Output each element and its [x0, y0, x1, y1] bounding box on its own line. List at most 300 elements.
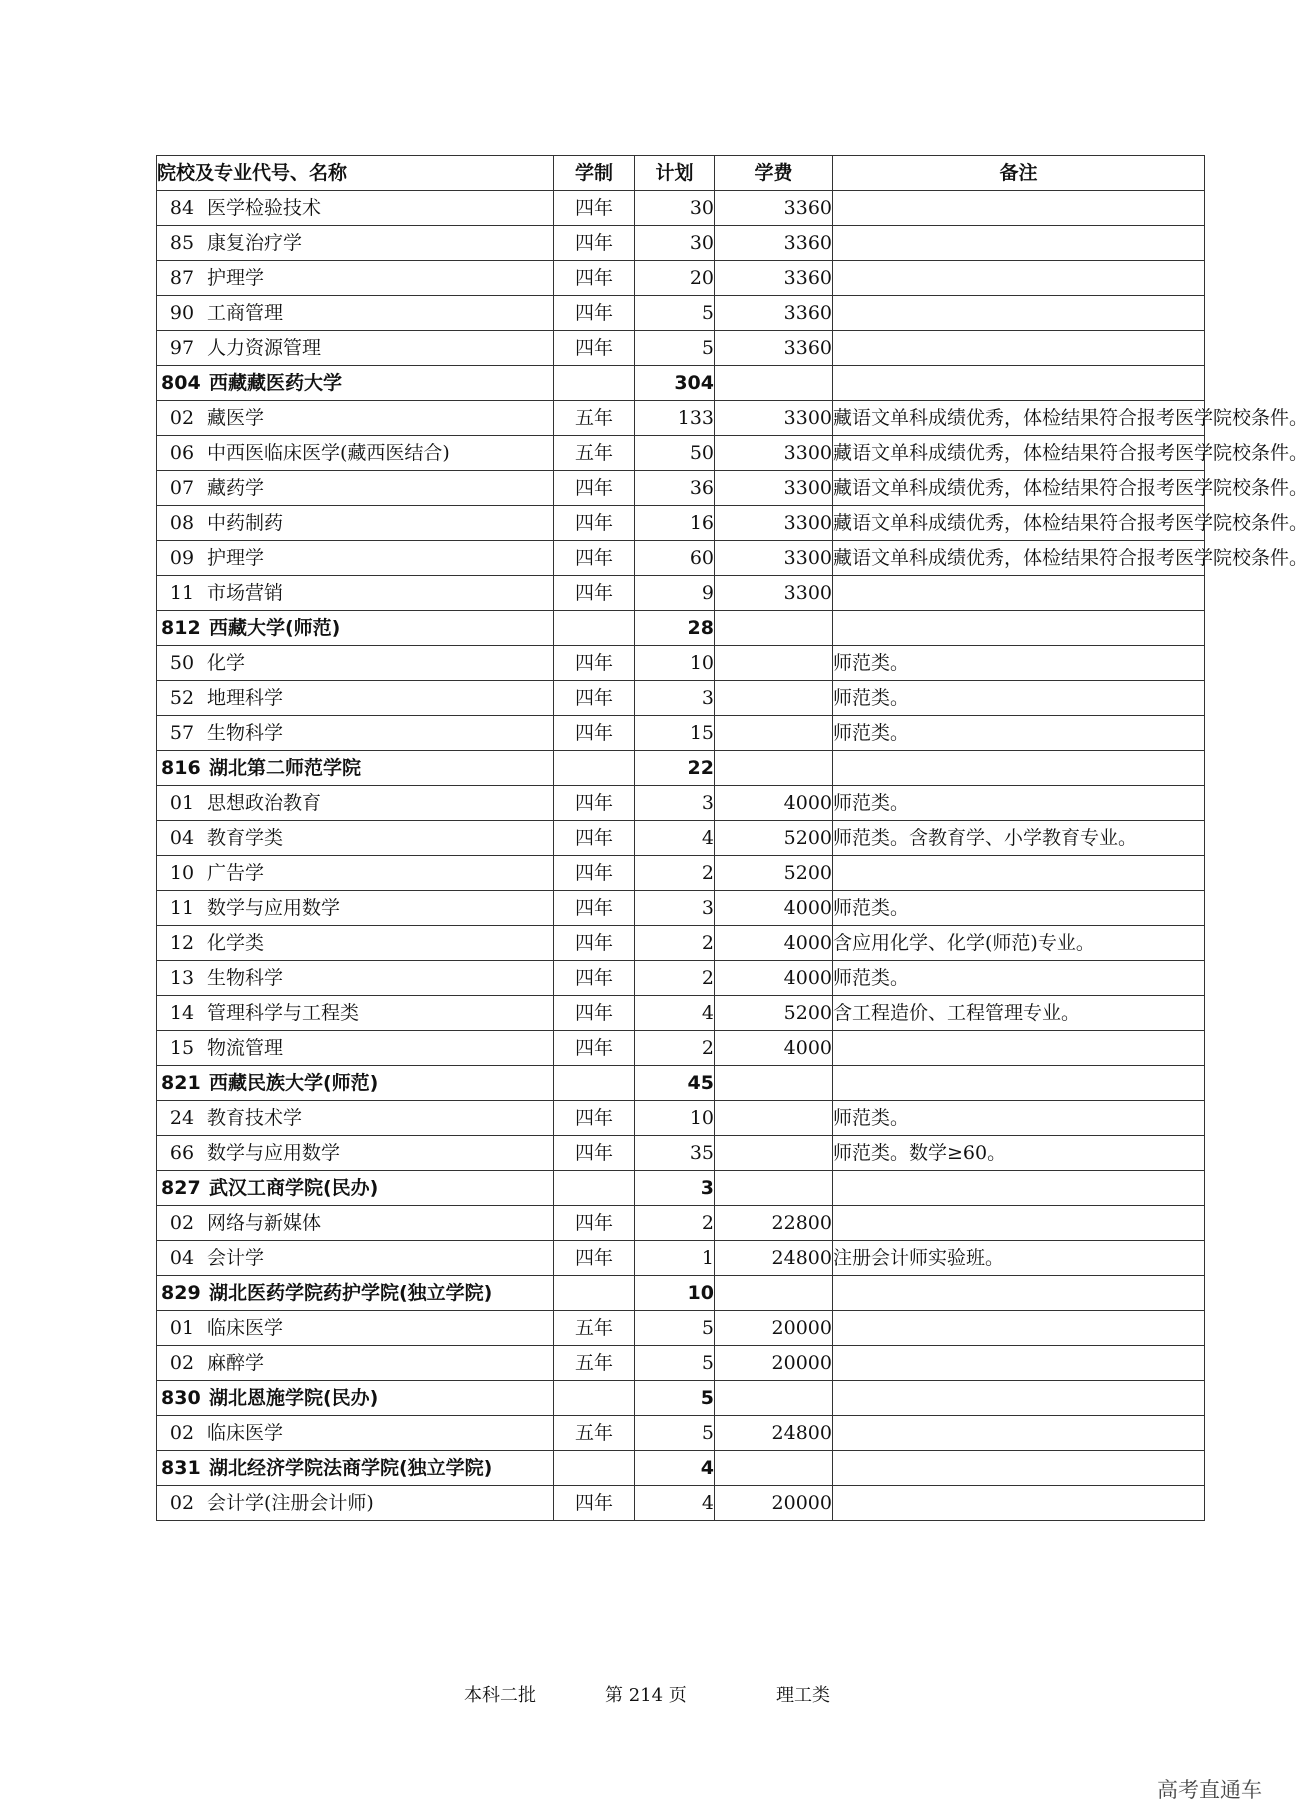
plan-cell: 9: [635, 576, 715, 611]
fee-cell: 5200: [715, 821, 833, 856]
fee-cell: [715, 1381, 833, 1416]
major-row: [157, 226, 1205, 261]
major-row: [157, 1416, 1205, 1451]
university-name-cell: [157, 1171, 554, 1206]
duration-cell: 四年: [554, 1241, 635, 1276]
duration-cell: 四年: [554, 1206, 635, 1241]
plan-cell: 20: [635, 261, 715, 296]
fee-cell: [715, 716, 833, 751]
major-row: [157, 646, 1205, 681]
fee-cell: 3300: [715, 506, 833, 541]
university-code: 816: [161, 757, 201, 779]
major-name: 藏医学: [207, 407, 265, 429]
plan-cell: 5: [635, 1311, 715, 1346]
major-name: 康复治疗学: [207, 232, 303, 254]
fee-cell: [715, 366, 833, 401]
plan-cell: 5: [635, 296, 715, 331]
plan-cell: 10: [635, 646, 715, 681]
major-row: [157, 716, 1205, 751]
note-cell: 师范类。: [833, 891, 1205, 926]
major-name-cell: [157, 821, 554, 856]
university-name: 西藏民族大学(师范): [209, 1072, 379, 1094]
major-code: 52: [169, 687, 195, 709]
note-cell: 藏语文单科成绩优秀，体检结果符合报考医学院校条件。: [833, 541, 1205, 576]
plan-cell: 2: [635, 1031, 715, 1066]
note-cell: 师范类。: [833, 681, 1205, 716]
major-code: 14: [169, 1002, 195, 1024]
duration-cell: 四年: [554, 821, 635, 856]
major-code: 12: [169, 932, 195, 954]
major-row: [157, 471, 1205, 506]
major-code: 08: [169, 512, 195, 534]
plan-cell: 5: [635, 331, 715, 366]
duration-cell: 四年: [554, 331, 635, 366]
duration-cell: 四年: [554, 296, 635, 331]
fee-cell: [715, 751, 833, 786]
plan-cell: 10: [635, 1101, 715, 1136]
duration-cell: 四年: [554, 471, 635, 506]
fee-cell: [715, 1451, 833, 1486]
major-code: 06: [169, 442, 195, 464]
major-code: 24: [169, 1107, 195, 1129]
major-name: 工商管理: [207, 302, 284, 324]
major-name-cell: [157, 1311, 554, 1346]
university-plan-total: 3: [635, 1171, 715, 1206]
duration-cell: 四年: [554, 681, 635, 716]
fee-cell: 4000: [715, 961, 833, 996]
duration-cell: 五年: [554, 436, 635, 471]
plan-cell: 2: [635, 961, 715, 996]
fee-cell: 4000: [715, 891, 833, 926]
plan-cell: 15: [635, 716, 715, 751]
major-row: [157, 576, 1205, 611]
note-cell: 师范类。: [833, 646, 1205, 681]
university-plan-total: 4: [635, 1451, 715, 1486]
major-row: [157, 1031, 1205, 1066]
fee-cell: 3300: [715, 401, 833, 436]
major-name-cell: [157, 226, 554, 261]
major-row: [157, 401, 1205, 436]
university-name-cell: [157, 1381, 554, 1416]
university-name: 武汉工商学院(民办): [209, 1177, 379, 1199]
major-name: 医学检验技术: [207, 197, 322, 219]
admission-plan-table: [156, 155, 1308, 1521]
major-row: [157, 261, 1205, 296]
note-cell: [833, 856, 1205, 891]
duration-cell: [554, 1171, 635, 1206]
fee-cell: [715, 1136, 833, 1171]
university-row: [157, 1066, 1205, 1101]
major-name: 会计学: [207, 1247, 265, 1269]
note-cell: [833, 576, 1205, 611]
duration-cell: 四年: [554, 646, 635, 681]
university-row: [157, 611, 1205, 646]
major-name-cell: [157, 296, 554, 331]
major-row: [157, 1206, 1205, 1241]
major-code: 02: [169, 1422, 195, 1444]
note-cell: [833, 226, 1205, 261]
header-duration: 学制: [554, 156, 635, 191]
major-name: 生物科学: [207, 722, 284, 744]
major-name-cell: [157, 996, 554, 1031]
major-name-cell: [157, 1206, 554, 1241]
university-row: [157, 1276, 1205, 1311]
major-code: 02: [169, 1212, 195, 1234]
note-cell: 师范类。: [833, 1101, 1205, 1136]
duration-cell: 四年: [554, 856, 635, 891]
fee-cell: [715, 1171, 833, 1206]
major-name-cell: [157, 1346, 554, 1381]
university-name-cell: [157, 1451, 554, 1486]
plan-cell: 36: [635, 471, 715, 506]
note-cell: [833, 1346, 1205, 1381]
major-code: 97: [169, 337, 195, 359]
note-cell: [833, 1416, 1205, 1451]
university-name: 西藏大学(师范): [209, 617, 341, 639]
plan-cell: 4: [635, 1486, 715, 1521]
fee-cell: [715, 1066, 833, 1101]
duration-cell: 四年: [554, 191, 635, 226]
major-name-cell: [157, 1101, 554, 1136]
major-name: 市场营销: [207, 582, 284, 604]
major-name: 教育技术学: [207, 1107, 303, 1129]
footer-page-number: 第 214 页: [605, 1685, 687, 1706]
table-body: [157, 191, 1308, 1521]
university-name-cell: [157, 1276, 554, 1311]
major-row: [157, 821, 1205, 856]
major-name-cell: [157, 646, 554, 681]
major-code: 15: [169, 1037, 195, 1059]
major-name-cell: [157, 786, 554, 821]
plan-cell: 3: [635, 891, 715, 926]
table-header-row: [157, 156, 1205, 191]
footer-category: 理工类: [776, 1685, 830, 1706]
major-name-cell: [157, 261, 554, 296]
university-code: 812: [161, 617, 201, 639]
major-name-cell: [157, 1031, 554, 1066]
major-row: [157, 786, 1205, 821]
university-name: 湖北第二师范学院: [209, 757, 362, 779]
major-name-cell: [157, 1136, 554, 1171]
note-cell: 师范类。数学≥60。: [833, 1136, 1205, 1171]
major-row: [157, 1311, 1205, 1346]
university-code: 829: [161, 1282, 201, 1304]
university-plan-total: 304: [635, 366, 715, 401]
major-name-cell: [157, 401, 554, 436]
major-name-cell: [157, 1416, 554, 1451]
university-code: 831: [161, 1457, 201, 1479]
major-row: [157, 926, 1205, 961]
major-row: [157, 1101, 1205, 1136]
plan-cell: 16: [635, 506, 715, 541]
note-cell: [833, 1381, 1205, 1416]
major-code: 11: [169, 897, 195, 919]
duration-cell: 四年: [554, 541, 635, 576]
duration-cell: 四年: [554, 1136, 635, 1171]
note-cell: 师范类。: [833, 716, 1205, 751]
duration-cell: [554, 366, 635, 401]
major-name-cell: [157, 891, 554, 926]
duration-cell: 四年: [554, 1486, 635, 1521]
note-cell: [833, 191, 1205, 226]
major-code: 57: [169, 722, 195, 744]
note-cell: [833, 1276, 1205, 1311]
major-name: 物流管理: [207, 1037, 284, 1059]
note-cell: 藏语文单科成绩优秀，体检结果符合报考医学院校条件。: [833, 506, 1205, 541]
major-row: [157, 541, 1205, 576]
major-code: 07: [169, 477, 195, 499]
duration-cell: [554, 1276, 635, 1311]
note-cell: 含应用化学、化学(师范)专业。: [833, 926, 1205, 961]
duration-cell: 五年: [554, 401, 635, 436]
fee-cell: 24800: [715, 1241, 833, 1276]
note-cell: [833, 1031, 1205, 1066]
major-row: [157, 856, 1205, 891]
fee-cell: 5200: [715, 996, 833, 1031]
duration-cell: [554, 1066, 635, 1101]
plan-cell: 1: [635, 1241, 715, 1276]
fee-cell: 24800: [715, 1416, 833, 1451]
major-row: [157, 1241, 1205, 1276]
major-name: 思想政治教育: [207, 792, 322, 814]
duration-cell: [554, 1381, 635, 1416]
major-name-cell: [157, 436, 554, 471]
major-code: 02: [169, 1352, 195, 1374]
major-code: 04: [169, 827, 195, 849]
major-name: 数学与应用数学: [207, 1142, 341, 1164]
major-name-cell: [157, 576, 554, 611]
major-code: 01: [169, 1317, 195, 1339]
major-row: [157, 996, 1205, 1031]
major-row: [157, 1486, 1205, 1521]
note-cell: 师范类。: [833, 961, 1205, 996]
major-name: 化学: [207, 652, 246, 674]
major-row: [157, 506, 1205, 541]
major-name: 麻醉学: [207, 1352, 265, 1374]
fee-cell: 3360: [715, 261, 833, 296]
fee-cell: 3300: [715, 471, 833, 506]
major-code: 09: [169, 547, 195, 569]
note-cell: [833, 1311, 1205, 1346]
major-name-cell: [157, 471, 554, 506]
plan-cell: 5: [635, 1346, 715, 1381]
footer-batch: 本科二批: [464, 1685, 536, 1706]
duration-cell: 四年: [554, 891, 635, 926]
major-name: 化学类: [207, 932, 265, 954]
duration-cell: 五年: [554, 1346, 635, 1381]
university-plan-total: 45: [635, 1066, 715, 1101]
duration-cell: 五年: [554, 1416, 635, 1451]
major-name: 临床医学: [207, 1422, 284, 1444]
duration-cell: 四年: [554, 716, 635, 751]
note-cell: [833, 261, 1205, 296]
note-cell: 注册会计师实验班。: [833, 1241, 1205, 1276]
major-row: [157, 1136, 1205, 1171]
university-name: 湖北经济学院法商学院(独立学院): [209, 1457, 493, 1479]
major-name-cell: [157, 506, 554, 541]
header-name: 院校及专业代号、名称: [157, 156, 554, 191]
fee-cell: 20000: [715, 1486, 833, 1521]
plan-cell: 133: [635, 401, 715, 436]
fee-cell: 3360: [715, 331, 833, 366]
note-cell: [833, 1066, 1205, 1101]
note-cell: [833, 1451, 1205, 1486]
duration-cell: 四年: [554, 261, 635, 296]
major-code: 02: [169, 407, 195, 429]
university-row: [157, 1451, 1205, 1486]
plan-cell: 3: [635, 786, 715, 821]
note-cell: 藏语文单科成绩优秀，体检结果符合报考医学院校条件。: [833, 471, 1205, 506]
fee-cell: 4000: [715, 926, 833, 961]
major-name: 护理学: [207, 547, 265, 569]
duration-cell: 四年: [554, 786, 635, 821]
university-plan-total: 28: [635, 611, 715, 646]
university-name: 湖北恩施学院(民办): [209, 1387, 379, 1409]
plan-cell: 30: [635, 226, 715, 261]
major-code: 10: [169, 862, 195, 884]
major-name: 中西医临床医学(藏西医结合): [207, 442, 450, 464]
fee-cell: [715, 1276, 833, 1311]
fee-cell: [715, 681, 833, 716]
major-name-cell: [157, 1486, 554, 1521]
major-name: 人力资源管理: [207, 337, 322, 359]
plan-cell: 2: [635, 1206, 715, 1241]
major-name-cell: [157, 926, 554, 961]
fee-cell: 3300: [715, 576, 833, 611]
major-name: 管理科学与工程类: [207, 1002, 360, 1024]
duration-cell: 四年: [554, 926, 635, 961]
note-cell: [833, 296, 1205, 331]
major-name: 地理科学: [207, 687, 284, 709]
major-name: 生物科学: [207, 967, 284, 989]
note-cell: [833, 1171, 1205, 1206]
major-code: 13: [169, 967, 195, 989]
major-code: 02: [169, 1492, 195, 1514]
major-name: 藏药学: [207, 477, 265, 499]
note-cell: 含工程造价、工程管理专业。: [833, 996, 1205, 1031]
note-cell: 藏语文单科成绩优秀，体检结果符合报考医学院校条件。: [833, 436, 1205, 471]
major-code: 50: [169, 652, 195, 674]
university-code: 827: [161, 1177, 201, 1199]
major-name-cell: [157, 716, 554, 751]
note-cell: [833, 611, 1205, 646]
note-cell: 师范类。含教育学、小学教育专业。: [833, 821, 1205, 856]
major-name-cell: [157, 331, 554, 366]
major-name-cell: [157, 1241, 554, 1276]
fee-cell: 3300: [715, 436, 833, 471]
note-cell: 师范类。: [833, 786, 1205, 821]
fee-cell: [715, 1101, 833, 1136]
major-code: 87: [169, 267, 195, 289]
major-code: 90: [169, 302, 195, 324]
note-cell: [833, 331, 1205, 366]
duration-cell: 四年: [554, 506, 635, 541]
plan-cell: 35: [635, 1136, 715, 1171]
plan-cell: 30: [635, 191, 715, 226]
major-code: 01: [169, 792, 195, 814]
university-name-cell: [157, 1066, 554, 1101]
university-name-cell: [157, 366, 554, 401]
fee-cell: 5200: [715, 856, 833, 891]
fee-cell: [715, 646, 833, 681]
major-code: 11: [169, 582, 195, 604]
header-fee: 学费: [715, 156, 833, 191]
plan-cell: 2: [635, 856, 715, 891]
major-name: 教育学类: [207, 827, 284, 849]
major-row: [157, 191, 1205, 226]
note-cell: [833, 1486, 1205, 1521]
major-name: 临床医学: [207, 1317, 284, 1339]
major-row: [157, 331, 1205, 366]
header-note: 备注: [833, 156, 1205, 191]
major-row: [157, 1346, 1205, 1381]
university-row: [157, 1381, 1205, 1416]
university-plan-total: 5: [635, 1381, 715, 1416]
plan-cell: 4: [635, 821, 715, 856]
plan-cell: 50: [635, 436, 715, 471]
fee-cell: 22800: [715, 1206, 833, 1241]
watermark: 高考直通车: [1157, 1778, 1262, 1802]
major-row: [157, 681, 1205, 716]
major-code: 85: [169, 232, 195, 254]
duration-cell: [554, 611, 635, 646]
duration-cell: 四年: [554, 226, 635, 261]
fee-cell: 3360: [715, 191, 833, 226]
university-name: 西藏藏医药大学: [209, 372, 343, 394]
university-plan-total: 22: [635, 751, 715, 786]
major-name: 网络与新媒体: [207, 1212, 322, 1234]
fee-cell: 4000: [715, 786, 833, 821]
major-name-cell: [157, 191, 554, 226]
plan-cell: 4: [635, 996, 715, 1031]
university-name-cell: [157, 751, 554, 786]
major-row: [157, 891, 1205, 926]
header-plan: 计划: [635, 156, 715, 191]
duration-cell: [554, 1451, 635, 1486]
fee-cell: 20000: [715, 1346, 833, 1381]
duration-cell: 四年: [554, 1031, 635, 1066]
major-name: 数学与应用数学: [207, 897, 341, 919]
plan-cell: 3: [635, 681, 715, 716]
university-row: [157, 751, 1205, 786]
university-row: [157, 366, 1205, 401]
major-name-cell: [157, 961, 554, 996]
university-name-cell: [157, 611, 554, 646]
page-footer: [0, 1684, 1280, 1708]
university-plan-total: 10: [635, 1276, 715, 1311]
note-cell: 藏语文单科成绩优秀，体检结果符合报考医学院校条件。: [833, 401, 1205, 436]
duration-cell: 五年: [554, 1311, 635, 1346]
duration-cell: 四年: [554, 996, 635, 1031]
major-name-cell: [157, 856, 554, 891]
duration-cell: 四年: [554, 961, 635, 996]
fee-cell: 3360: [715, 226, 833, 261]
university-code: 804: [161, 372, 201, 394]
duration-cell: 四年: [554, 1101, 635, 1136]
duration-cell: [554, 751, 635, 786]
university-code: 821: [161, 1072, 201, 1094]
major-name: 中药制药: [207, 512, 284, 534]
major-name: 会计学(注册会计师): [207, 1492, 374, 1514]
duration-cell: 四年: [554, 576, 635, 611]
major-row: [157, 296, 1205, 331]
university-name: 湖北医药学院药护学院(独立学院): [209, 1282, 493, 1304]
fee-cell: 4000: [715, 1031, 833, 1066]
fee-cell: [715, 611, 833, 646]
plan-cell: 5: [635, 1416, 715, 1451]
major-name-cell: [157, 681, 554, 716]
major-code: 66: [169, 1142, 195, 1164]
